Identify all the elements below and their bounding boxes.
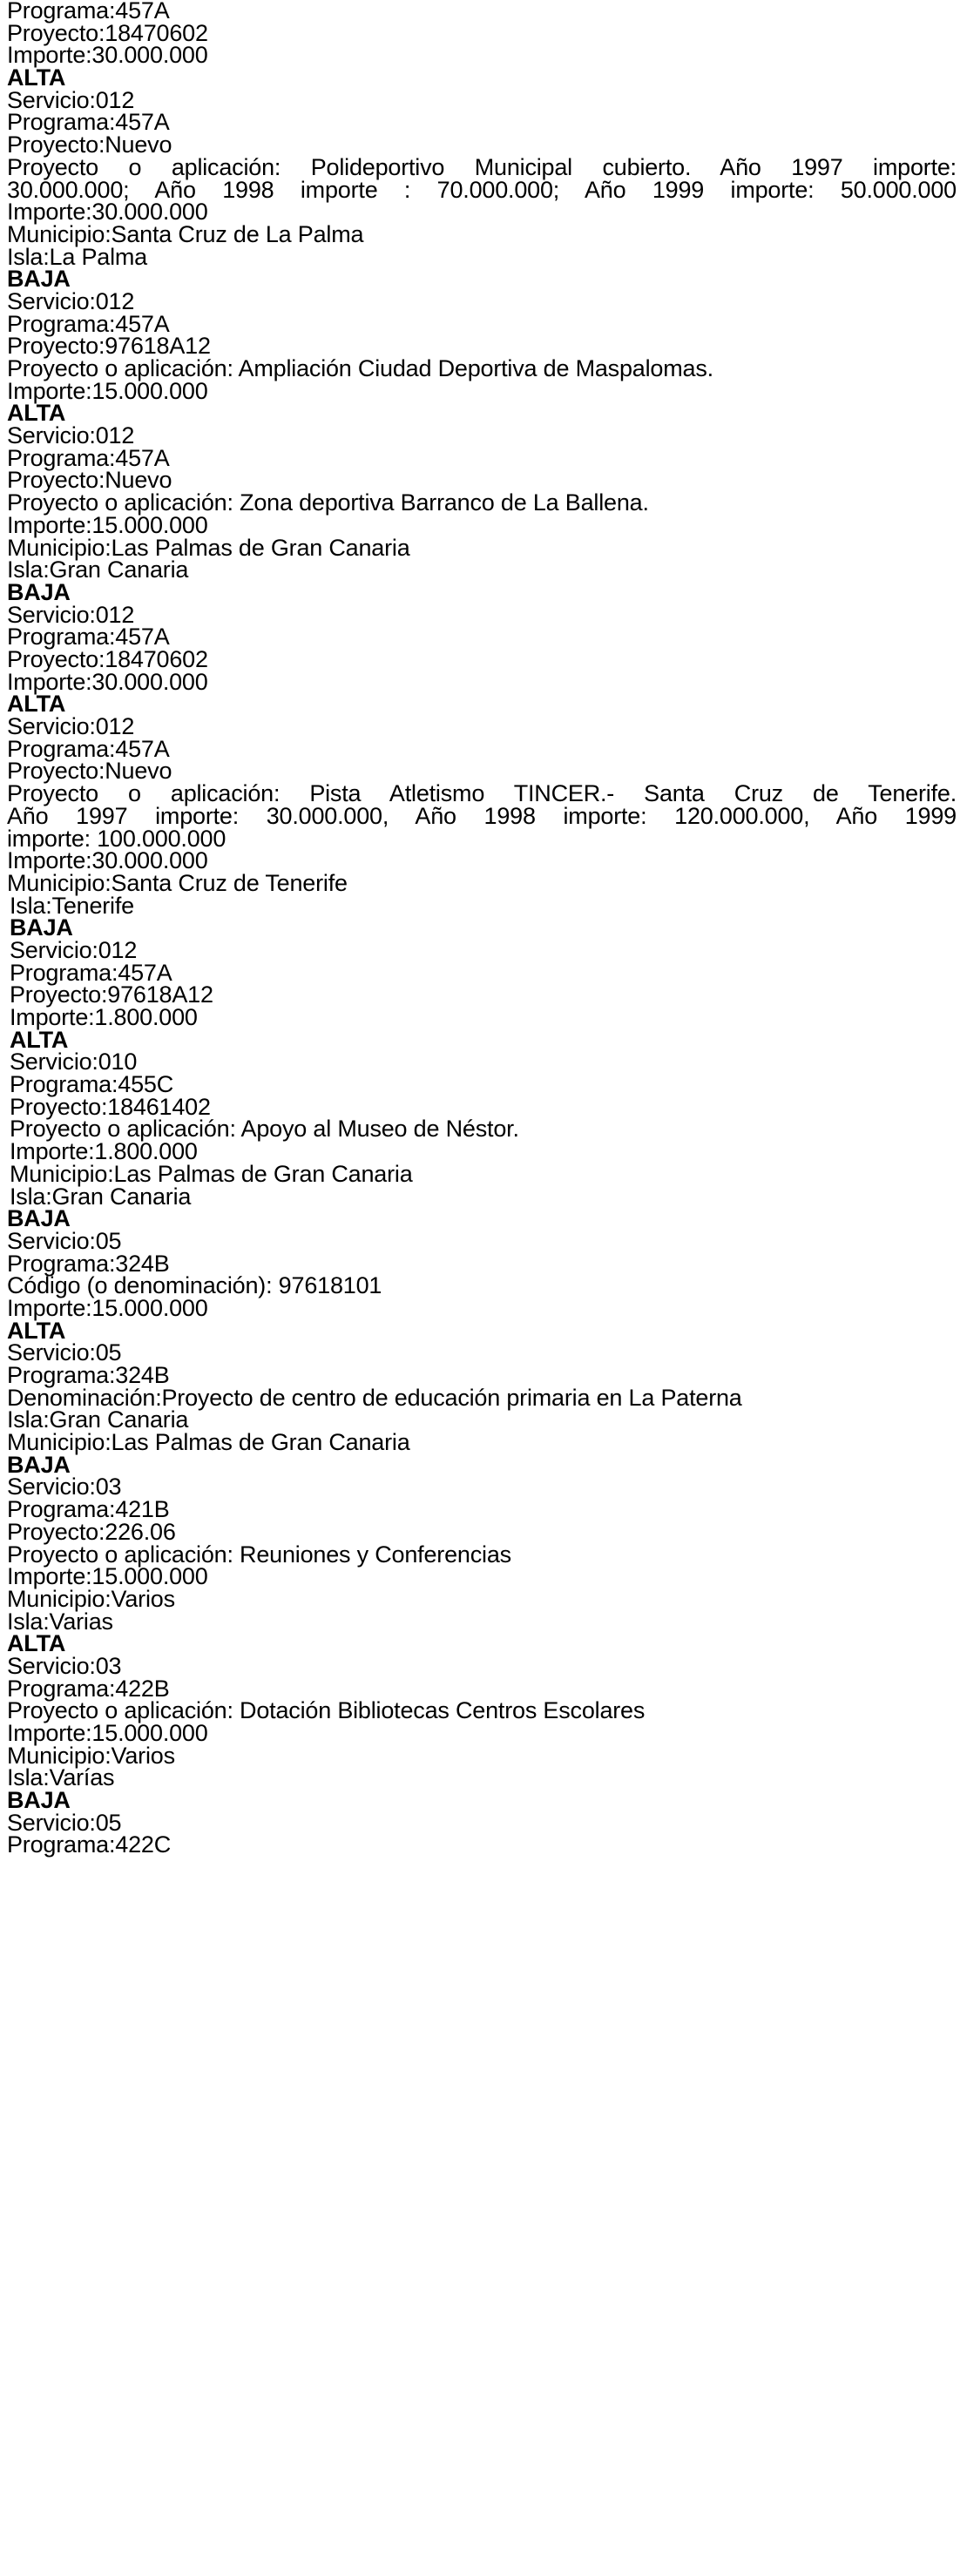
text-line: Programa:422C bbox=[7, 1831, 171, 1858]
text-line: Proyecto:Nuevo bbox=[7, 467, 172, 494]
text-line: Servicio:03 bbox=[7, 1652, 122, 1679]
text-line: Código (o denominación): 97618101 bbox=[7, 1272, 382, 1299]
text-line: Proyecto o aplicación: Polideportivo Municipal cubierto. Año 1997 importe: bbox=[7, 153, 957, 180]
text-line: Importe:30.000.000 bbox=[7, 847, 208, 874]
section-heading: ALTA bbox=[7, 64, 66, 91]
text-line: Programa:457A bbox=[7, 310, 170, 337]
text-line: Servicio:012 bbox=[7, 713, 135, 740]
text-line: Año 1997 importe: 30.000.000, Año 1998 importe: 120.000.000, Año 1999 bbox=[7, 802, 957, 829]
text-line: Proyecto o aplicación: Pista Atletismo TINCER.- Santa Cruz de Tenerife. bbox=[7, 780, 957, 807]
text-line: Municipio:Santa Cruz de La Palma bbox=[7, 220, 364, 247]
text-line: Programa:457A bbox=[7, 444, 170, 471]
text-line: Importe:15.000.000 bbox=[7, 511, 208, 538]
text-line: Programa:457A bbox=[10, 959, 172, 986]
section-heading: ALTA bbox=[7, 1317, 66, 1344]
section-heading: ALTA bbox=[10, 1026, 69, 1053]
text-line: Programa:457A bbox=[7, 735, 170, 762]
text-line: Municipio:Santa Cruz de Tenerife bbox=[7, 869, 348, 896]
text-line: Programa:457A bbox=[7, 0, 170, 24]
section-heading: ALTA bbox=[7, 691, 66, 718]
text-line: Isla:Varías bbox=[7, 1764, 115, 1791]
text-line: Servicio:05 bbox=[7, 1227, 122, 1254]
text-line: Servicio:012 bbox=[7, 422, 135, 449]
text-line: Servicio:012 bbox=[7, 287, 135, 314]
text-line: Municipio:Las Palmas de Gran Canaria bbox=[10, 1160, 413, 1187]
text-line: Programa:421B bbox=[7, 1496, 170, 1523]
text-line: Importe:1.800.000 bbox=[10, 1138, 198, 1165]
text-line: Proyecto o aplicación: Apoyo al Museo de Néstor. bbox=[10, 1116, 519, 1143]
text-line: Importe:30.000.000 bbox=[7, 199, 208, 226]
text-line: Isla:Gran Canaria bbox=[10, 1183, 192, 1210]
text-line: Municipio:Varios bbox=[7, 1742, 175, 1769]
text-line: Isla:Gran Canaria bbox=[7, 1406, 189, 1433]
text-line: Isla:Tenerife bbox=[10, 892, 134, 919]
text-line: Servicio:012 bbox=[7, 86, 135, 113]
text-line: Proyecto:Nuevo bbox=[7, 131, 172, 158]
text-line: Proyecto:226.06 bbox=[7, 1518, 176, 1545]
text-line: Importe:30.000.000 bbox=[7, 668, 208, 695]
text-line: Importe:15.000.000 bbox=[7, 377, 208, 404]
text-line: Proyecto:Nuevo bbox=[7, 758, 172, 785]
section-heading: BAJA bbox=[7, 1787, 71, 1814]
text-line: Importe:1.800.000 bbox=[10, 1004, 198, 1030]
text-line: Municipio:Las Palmas de Gran Canaria bbox=[7, 1429, 410, 1456]
section-heading: BAJA bbox=[7, 1205, 71, 1232]
text-line: Servicio:012 bbox=[7, 601, 135, 628]
text-line: Programa:457A bbox=[7, 624, 170, 651]
text-line: Proyecto:97618A12 bbox=[10, 981, 213, 1008]
section-heading: BAJA bbox=[7, 578, 71, 605]
text-line: Servicio:010 bbox=[10, 1049, 138, 1076]
text-line: Importe:15.000.000 bbox=[7, 1563, 208, 1590]
text-line: Proyecto:97618A12 bbox=[7, 333, 211, 360]
section-heading: BAJA bbox=[10, 914, 73, 941]
text-line: Importe:30.000.000 bbox=[7, 42, 208, 69]
text-line: Programa:457A bbox=[7, 109, 170, 136]
text-line: Proyecto o aplicación: Ampliación Ciudad Deportiva de Maspalomas. bbox=[7, 355, 713, 382]
text-line: Denominación:Proyecto de centro de educación primaria en La Paterna bbox=[7, 1384, 742, 1411]
text-line: Municipio:Varios bbox=[7, 1585, 175, 1612]
text-line: Programa:324B bbox=[7, 1362, 170, 1388]
section-heading: BAJA bbox=[7, 266, 71, 293]
text-line: Proyecto o aplicación: Reuniones y Conferencias bbox=[7, 1541, 511, 1568]
text-line: Servicio:05 bbox=[7, 1339, 122, 1366]
section-heading: BAJA bbox=[7, 1451, 71, 1478]
text-line: Proyecto:18470602 bbox=[7, 645, 208, 672]
section-heading: ALTA bbox=[7, 1630, 66, 1657]
text-line: Programa:324B bbox=[7, 1250, 170, 1277]
text-line: Proyecto o aplicación: Dotación Bibliotecas Centros Escolares bbox=[7, 1697, 646, 1724]
section-heading: ALTA bbox=[7, 400, 66, 427]
text-line: Programa:422B bbox=[7, 1675, 170, 1702]
text-line: Isla:La Palma bbox=[7, 243, 147, 270]
text-line: 30.000.000; Año 1998 importe : 70.000.000; Año 1999 importe: 50.000.000 bbox=[7, 176, 957, 203]
text-line: Servicio:05 bbox=[7, 1809, 122, 1836]
document-page bbox=[7, 0, 957, 1857]
text-line: Municipio:Las Palmas de Gran Canaria bbox=[7, 534, 410, 561]
text-line: Importe:15.000.000 bbox=[7, 1720, 208, 1746]
text-line: Proyecto:18470602 bbox=[7, 19, 208, 46]
text-line: Isla:Varias bbox=[7, 1608, 113, 1635]
text-line: importe: 100.000.000 bbox=[7, 825, 226, 852]
text-line: Programa:455C bbox=[10, 1071, 173, 1098]
text-line: Servicio:012 bbox=[10, 936, 138, 963]
text-line: Servicio:03 bbox=[7, 1473, 122, 1500]
text-line: Proyecto:18461402 bbox=[10, 1093, 211, 1120]
text-line: Isla:Gran Canaria bbox=[7, 556, 189, 583]
text-line: Importe:15.000.000 bbox=[7, 1294, 208, 1321]
text-line: Proyecto o aplicación: Zona deportiva Barranco de La Ballena. bbox=[7, 489, 649, 516]
